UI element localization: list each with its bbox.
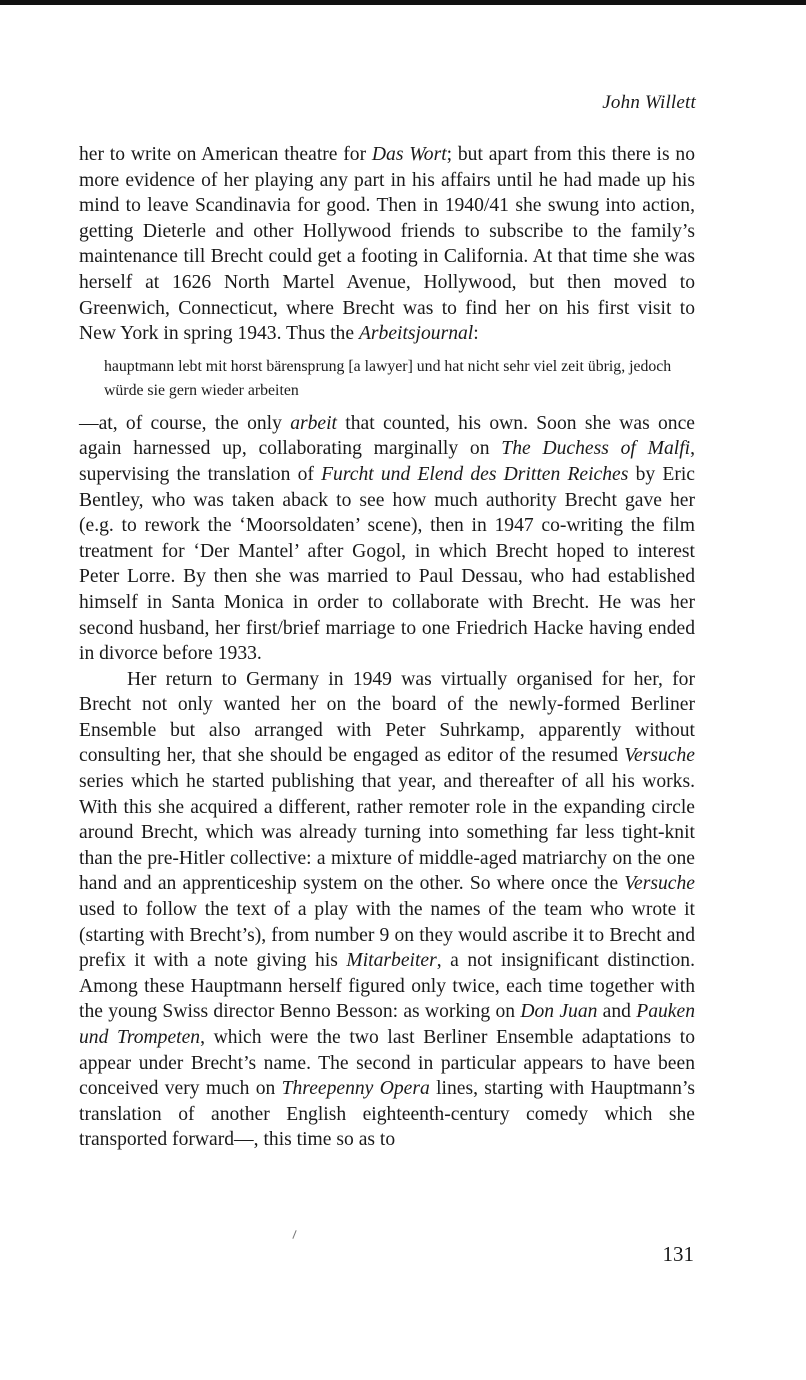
text-run: : (473, 323, 479, 345)
page-number: 131 (662, 1242, 694, 1266)
italic-phrase: Arbeitsjournal (358, 323, 474, 345)
running-head: John Willett (602, 92, 696, 113)
italic-phrase: arbeit (290, 412, 338, 434)
italic-phrase: The Duchess of Malfi (501, 438, 691, 460)
text-run: , a not insignificant distinction. Among these Hauptmann herself figured only twice, each time together with the young Swiss director Benno Besson: as working on (79, 950, 695, 1023)
italic-phrase: Versuche (624, 873, 695, 895)
italic-phrase: Furcht und Elend des Dritten Reiches (321, 463, 629, 485)
paragraph-1 (79, 142, 695, 347)
top-rule (0, 0, 806, 5)
text-run: used to follow the text of a play with the names of the team who wrote it (starting with Brecht’s), from number 9 on they would ascribe it to Brecht and prefix it with a note giving his (79, 899, 695, 972)
italic-phrase: Versuche (624, 745, 695, 767)
italic-phrase: Das Wort (371, 144, 447, 165)
italic-phrase: Mitarbeiter (346, 950, 437, 972)
italic-phrase: Don Juan (520, 1001, 598, 1023)
block-quote: hauptmann lebt mit horst bärensprung [a lawyer] und hat nicht sehr viel zeit übrig, jedoch würde sie gern wieder arbeiten (104, 357, 672, 399)
body-text (79, 142, 695, 1153)
text-run: —at, of course, the only (79, 412, 291, 434)
italic-phrase: Pauken und Trompeten (79, 1001, 695, 1048)
stray-pen-mark (292, 1230, 296, 1239)
text-run: that counted, his own. Soon she was once again harnessed up, collaborating marginally on (79, 412, 695, 460)
text-run: , which were the two last Berliner Ensemble adaptations to appear under Brecht’s name. The second in particular appears to have been conceived very much on (79, 1027, 695, 1100)
text-run: and (597, 1001, 637, 1023)
text-run: her to write on American theatre for (79, 144, 372, 165)
paragraph-2 (79, 411, 695, 667)
text-run: by Eric Bentley, who was taken aback to see how much authority Brecht gave her (e.g. to rework the ‘Moorsoldaten’ scene), then in 1947 co-writing the film treatment for ‘Der Mantel’ after Gogol, in which Brecht hoped to interest Peter Lorre. By then she was married to Paul Dessau, who had established himself in Santa Monica in order to collaborate with Brecht. He was her second husband, her first/brief marriage to one Friedrich Hacke having ended in divorce before 1933. (79, 463, 695, 665)
text-run: , supervising the translation of (79, 438, 695, 485)
paragraph-3 (79, 667, 695, 1153)
italic-phrase: Threepenny Opera (281, 1078, 430, 1100)
text-run: Her return to Germany in 1949 was virtually organised for her, for Brecht not only wanted her on the board of the newly-formed Berliner Ensemble but also arranged with Peter Suhrkamp, apparently without consulting her, that she should be engaged as editor of the resumed (79, 668, 695, 767)
text-run: series which he started publishing that year, and thereafter of all his works. With this she acquired a different, rather remoter role in the expanding circle around Brecht, which was already turning into something far less tight-knit than the pre-Hitler collective: a mixture of middle-aged matriarchy on the one hand and an apprenticeship system on the other. So where once the (79, 771, 695, 895)
text-run: ; but apart from this there is no more evidence of her playing any part in his affairs until he had made up his mind to leave Scandinavia for good. Then in 1940/41 she swung into action, getting Dieterle and other Hollywood friends to subscribe to the family’s maintenance till Brecht could get a footing in California. At that time she was herself at 1626 North Martel Avenue, Hollywood, but then moved to Greenwich, Connecticut, where Brecht was to find her on his first visit to New York in spring 1943. Thus the (79, 144, 695, 345)
text-run: lines, starting with Hauptmann’s translation of another English eighteenth-century comedy which she transported forward—, this time so as to (79, 1078, 696, 1151)
